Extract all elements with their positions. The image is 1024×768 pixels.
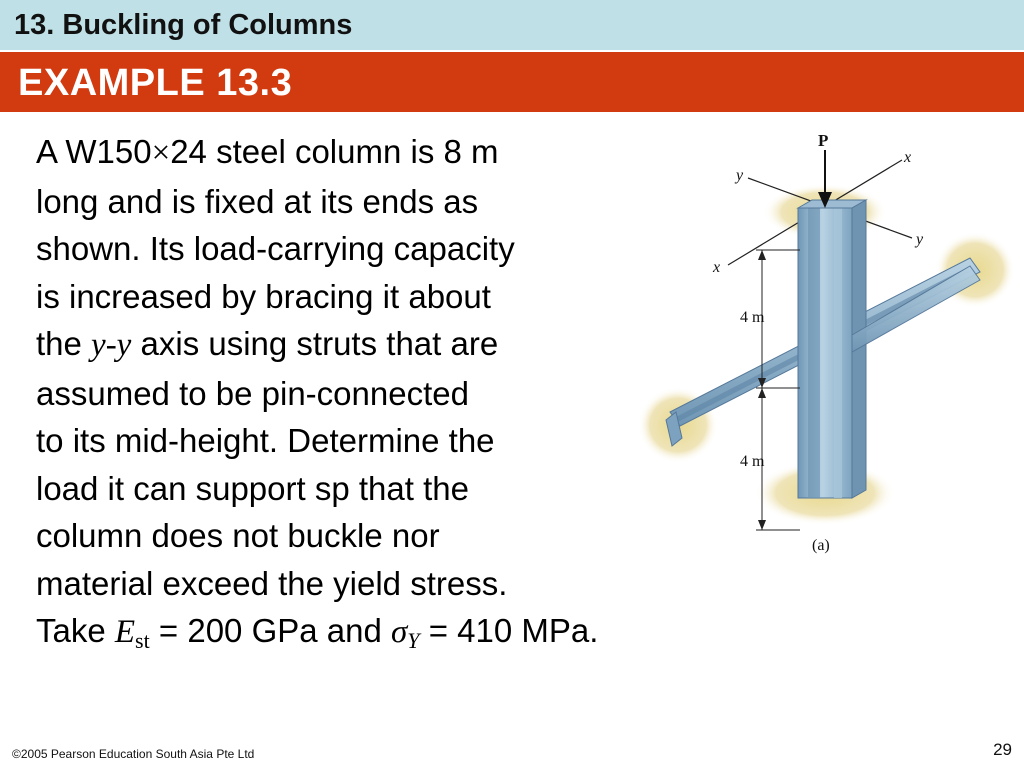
column-figure [640, 120, 1024, 570]
problem-text: A W150 [36, 133, 152, 170]
problem-line [36, 128, 636, 178]
x-axis-label-top: x [904, 149, 912, 166]
problem-line: assumed to be pin-connected [36, 374, 469, 412]
problem-text: axis using struts that are [131, 325, 499, 362]
times-symbol: × [151, 135, 171, 171]
x-axis-label-left: x [713, 259, 721, 276]
problem-line: to its mid-height. Determine the [36, 422, 495, 459]
problem-text: the [36, 325, 92, 362]
modulus-subscript: st [135, 628, 150, 653]
axis-label: y-y [91, 327, 132, 363]
y-axis-label-right: y [916, 231, 924, 248]
problem-line [36, 320, 636, 370]
given-values [36, 612, 598, 654]
chapter-header-bar [0, 0, 1024, 50]
problem-line: long and is fixed at its ends as [36, 182, 479, 220]
sigma-symbol: σ [391, 614, 408, 650]
sigma-subscript: Y [407, 628, 420, 653]
copyright-footer: ©2005 Pearson Education South Asia Pte Ltd [12, 747, 255, 761]
figure-caption: (a) [812, 537, 830, 554]
given-text: Take [36, 612, 115, 649]
problem-statement [36, 128, 636, 607]
example-title: EXAMPLE 13.3 [18, 62, 293, 104]
page-number: 29 [993, 740, 1012, 759]
problem-text: 24 steel column is 8 m [170, 133, 499, 170]
modulus-symbol: E [114, 614, 136, 650]
dimension-upper-label: 4 m [740, 309, 765, 326]
modulus-value: = 200 GPa and [149, 612, 391, 649]
problem-line: shown. Its load-carrying capacity [36, 230, 515, 267]
chapter-title: 13. Buckling of Columns [14, 9, 353, 41]
load-label: P [818, 131, 829, 150]
y-axis-label-top: y [736, 167, 744, 184]
sigma-value: = 410 MPa. [419, 612, 599, 649]
problem-line: material exceed the yield stress. [36, 564, 508, 602]
example-title-bar [0, 52, 1024, 112]
problem-line: load it can support sp that the [36, 469, 469, 507]
dimension-lower-label: 4 m [740, 453, 765, 470]
problem-line: column does not buckle nor [36, 517, 440, 554]
problem-line: is increased by bracing it about [36, 277, 491, 315]
